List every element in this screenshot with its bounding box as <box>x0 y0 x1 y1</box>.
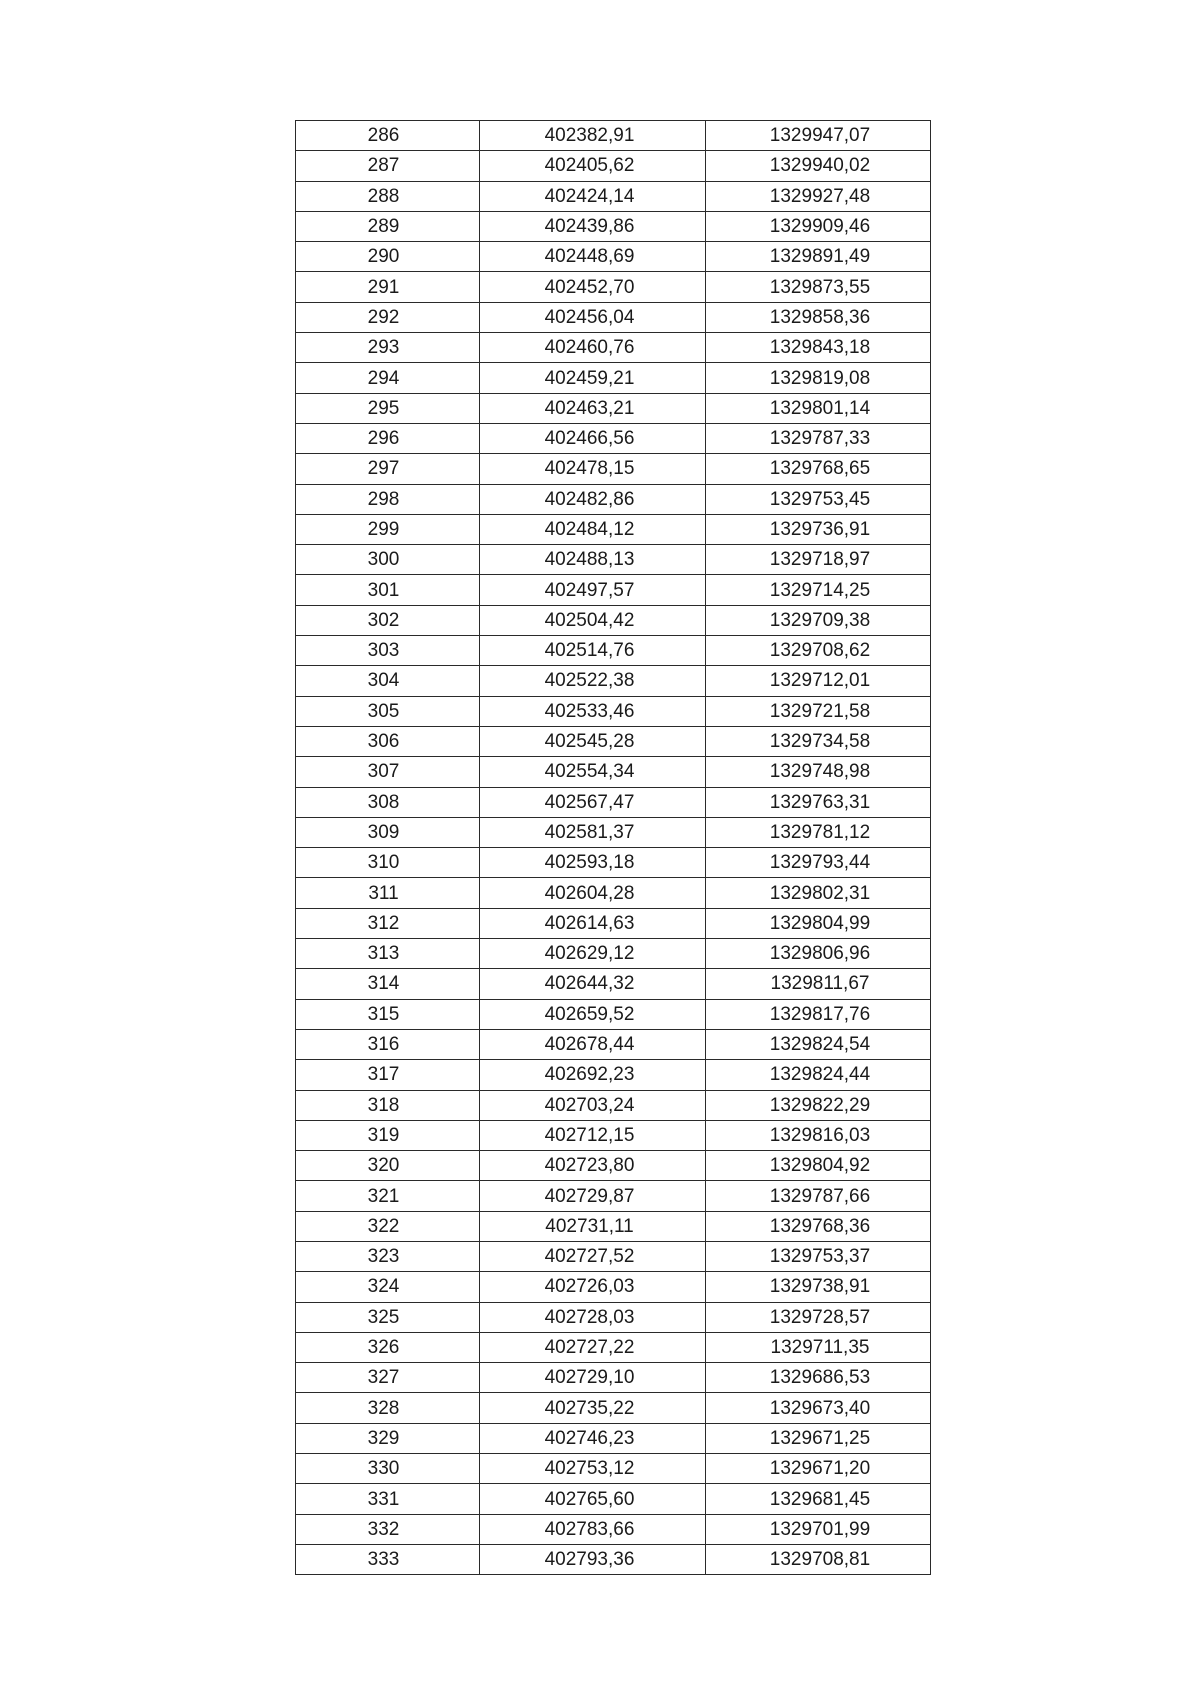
y-coordinate-cell: 1329686,53 <box>706 1363 931 1393</box>
point-number-cell: 308 <box>296 787 480 817</box>
point-number-cell: 316 <box>296 1029 480 1059</box>
x-coordinate-cell: 402644,32 <box>480 969 706 999</box>
x-coordinate-cell: 402727,22 <box>480 1332 706 1362</box>
point-number-cell: 307 <box>296 757 480 787</box>
point-number-cell: 289 <box>296 211 480 241</box>
point-number-cell: 323 <box>296 1241 480 1271</box>
x-coordinate-cell: 402604,28 <box>480 878 706 908</box>
x-coordinate-cell: 402659,52 <box>480 999 706 1029</box>
y-coordinate-cell: 1329671,25 <box>706 1423 931 1453</box>
table-row <box>296 908 931 938</box>
point-number-cell: 313 <box>296 939 480 969</box>
y-coordinate-cell: 1329824,54 <box>706 1029 931 1059</box>
point-number-cell: 296 <box>296 423 480 453</box>
table-row <box>296 423 931 453</box>
point-number-cell: 302 <box>296 605 480 635</box>
x-coordinate-cell: 402765,60 <box>480 1484 706 1514</box>
point-number-cell: 331 <box>296 1484 480 1514</box>
y-coordinate-cell: 1329718,97 <box>706 545 931 575</box>
table-row <box>296 1151 931 1181</box>
x-coordinate-cell: 402554,34 <box>480 757 706 787</box>
table-row <box>296 999 931 1029</box>
y-coordinate-cell: 1329802,31 <box>706 878 931 908</box>
point-number-cell: 310 <box>296 848 480 878</box>
point-number-cell: 297 <box>296 454 480 484</box>
table-row <box>296 363 931 393</box>
point-number-cell: 299 <box>296 514 480 544</box>
point-number-cell: 288 <box>296 181 480 211</box>
table-row <box>296 181 931 211</box>
x-coordinate-cell: 402567,47 <box>480 787 706 817</box>
point-number-cell: 315 <box>296 999 480 1029</box>
y-coordinate-cell: 1329671,20 <box>706 1454 931 1484</box>
y-coordinate-cell: 1329804,92 <box>706 1151 931 1181</box>
y-coordinate-cell: 1329781,12 <box>706 817 931 847</box>
y-coordinate-cell: 1329940,02 <box>706 151 931 181</box>
table-row <box>296 1514 931 1544</box>
table-row <box>296 757 931 787</box>
y-coordinate-cell: 1329822,29 <box>706 1090 931 1120</box>
y-coordinate-cell: 1329721,58 <box>706 696 931 726</box>
point-number-cell: 304 <box>296 666 480 696</box>
x-coordinate-cell: 402581,37 <box>480 817 706 847</box>
point-number-cell: 295 <box>296 393 480 423</box>
table-row <box>296 1544 931 1574</box>
point-number-cell: 314 <box>296 969 480 999</box>
point-number-cell: 306 <box>296 726 480 756</box>
point-number-cell: 286 <box>296 121 480 151</box>
y-coordinate-cell: 1329711,35 <box>706 1332 931 1362</box>
x-coordinate-cell: 402488,13 <box>480 545 706 575</box>
table-row <box>296 211 931 241</box>
x-coordinate-cell: 402614,63 <box>480 908 706 938</box>
point-number-cell: 324 <box>296 1272 480 1302</box>
point-number-cell: 329 <box>296 1423 480 1453</box>
y-coordinate-cell: 1329817,76 <box>706 999 931 1029</box>
point-number-cell: 311 <box>296 878 480 908</box>
point-number-cell: 312 <box>296 908 480 938</box>
table-row <box>296 272 931 302</box>
x-coordinate-cell: 402731,11 <box>480 1211 706 1241</box>
x-coordinate-cell: 402382,91 <box>480 121 706 151</box>
point-number-cell: 326 <box>296 1332 480 1362</box>
y-coordinate-cell: 1329709,38 <box>706 605 931 635</box>
table-row <box>296 151 931 181</box>
point-number-cell: 328 <box>296 1393 480 1423</box>
point-number-cell: 292 <box>296 302 480 332</box>
coordinates-table-body <box>296 121 931 1575</box>
x-coordinate-cell: 402478,15 <box>480 454 706 484</box>
x-coordinate-cell: 402456,04 <box>480 302 706 332</box>
table-row <box>296 726 931 756</box>
table-row <box>296 605 931 635</box>
table-row <box>296 1211 931 1241</box>
point-number-cell: 294 <box>296 363 480 393</box>
y-coordinate-cell: 1329708,81 <box>706 1544 931 1574</box>
x-coordinate-cell: 402726,03 <box>480 1272 706 1302</box>
y-coordinate-cell: 1329927,48 <box>706 181 931 211</box>
x-coordinate-cell: 402533,46 <box>480 696 706 726</box>
point-number-cell: 330 <box>296 1454 480 1484</box>
table-row <box>296 1181 931 1211</box>
y-coordinate-cell: 1329801,14 <box>706 393 931 423</box>
x-coordinate-cell: 402514,76 <box>480 636 706 666</box>
table-row <box>296 1241 931 1271</box>
table-row <box>296 484 931 514</box>
x-coordinate-cell: 402545,28 <box>480 726 706 756</box>
point-number-cell: 290 <box>296 242 480 272</box>
table-row <box>296 1302 931 1332</box>
y-coordinate-cell: 1329734,58 <box>706 726 931 756</box>
y-coordinate-cell: 1329787,33 <box>706 423 931 453</box>
table-row <box>296 1484 931 1514</box>
point-number-cell: 317 <box>296 1060 480 1090</box>
x-coordinate-cell: 402497,57 <box>480 575 706 605</box>
y-coordinate-cell: 1329787,66 <box>706 1181 931 1211</box>
y-coordinate-cell: 1329824,44 <box>706 1060 931 1090</box>
y-coordinate-cell: 1329753,45 <box>706 484 931 514</box>
x-coordinate-cell: 402735,22 <box>480 1393 706 1423</box>
x-coordinate-cell: 402424,14 <box>480 181 706 211</box>
table-row <box>296 302 931 332</box>
x-coordinate-cell: 402753,12 <box>480 1454 706 1484</box>
table-row <box>296 848 931 878</box>
table-row <box>296 696 931 726</box>
table-row <box>296 454 931 484</box>
coordinates-table <box>295 120 931 1575</box>
table-row <box>296 1363 931 1393</box>
y-coordinate-cell: 1329947,07 <box>706 121 931 151</box>
y-coordinate-cell: 1329816,03 <box>706 1120 931 1150</box>
x-coordinate-cell: 402504,42 <box>480 605 706 635</box>
y-coordinate-cell: 1329763,31 <box>706 787 931 817</box>
table-row <box>296 1423 931 1453</box>
point-number-cell: 325 <box>296 1302 480 1332</box>
x-coordinate-cell: 402746,23 <box>480 1423 706 1453</box>
point-number-cell: 309 <box>296 817 480 847</box>
table-row <box>296 393 931 423</box>
y-coordinate-cell: 1329728,57 <box>706 1302 931 1332</box>
x-coordinate-cell: 402678,44 <box>480 1029 706 1059</box>
y-coordinate-cell: 1329768,65 <box>706 454 931 484</box>
x-coordinate-cell: 402629,12 <box>480 939 706 969</box>
y-coordinate-cell: 1329858,36 <box>706 302 931 332</box>
point-number-cell: 305 <box>296 696 480 726</box>
y-coordinate-cell: 1329804,99 <box>706 908 931 938</box>
x-coordinate-cell: 402405,62 <box>480 151 706 181</box>
point-number-cell: 333 <box>296 1544 480 1574</box>
table-row <box>296 1120 931 1150</box>
x-coordinate-cell: 402783,66 <box>480 1514 706 1544</box>
y-coordinate-cell: 1329811,67 <box>706 969 931 999</box>
table-row <box>296 817 931 847</box>
y-coordinate-cell: 1329819,08 <box>706 363 931 393</box>
table-row <box>296 545 931 575</box>
table-row <box>296 1029 931 1059</box>
x-coordinate-cell: 402439,86 <box>480 211 706 241</box>
point-number-cell: 287 <box>296 151 480 181</box>
x-coordinate-cell: 402452,70 <box>480 272 706 302</box>
point-number-cell: 320 <box>296 1151 480 1181</box>
x-coordinate-cell: 402593,18 <box>480 848 706 878</box>
y-coordinate-cell: 1329714,25 <box>706 575 931 605</box>
x-coordinate-cell: 402482,86 <box>480 484 706 514</box>
table-row <box>296 333 931 363</box>
y-coordinate-cell: 1329768,36 <box>706 1211 931 1241</box>
x-coordinate-cell: 402460,76 <box>480 333 706 363</box>
y-coordinate-cell: 1329708,62 <box>706 636 931 666</box>
y-coordinate-cell: 1329701,99 <box>706 1514 931 1544</box>
x-coordinate-cell: 402723,80 <box>480 1151 706 1181</box>
table-row <box>296 1332 931 1362</box>
table-row <box>296 787 931 817</box>
x-coordinate-cell: 402703,24 <box>480 1090 706 1120</box>
y-coordinate-cell: 1329736,91 <box>706 514 931 544</box>
table-row <box>296 514 931 544</box>
point-number-cell: 321 <box>296 1181 480 1211</box>
table-row <box>296 1090 931 1120</box>
table-row <box>296 575 931 605</box>
y-coordinate-cell: 1329673,40 <box>706 1393 931 1423</box>
point-number-cell: 291 <box>296 272 480 302</box>
point-number-cell: 327 <box>296 1363 480 1393</box>
y-coordinate-cell: 1329753,37 <box>706 1241 931 1271</box>
y-coordinate-cell: 1329793,44 <box>706 848 931 878</box>
y-coordinate-cell: 1329806,96 <box>706 939 931 969</box>
x-coordinate-cell: 402692,23 <box>480 1060 706 1090</box>
x-coordinate-cell: 402484,12 <box>480 514 706 544</box>
x-coordinate-cell: 402729,10 <box>480 1363 706 1393</box>
x-coordinate-cell: 402712,15 <box>480 1120 706 1150</box>
point-number-cell: 303 <box>296 636 480 666</box>
point-number-cell: 298 <box>296 484 480 514</box>
point-number-cell: 322 <box>296 1211 480 1241</box>
point-number-cell: 293 <box>296 333 480 363</box>
x-coordinate-cell: 402728,03 <box>480 1302 706 1332</box>
point-number-cell: 318 <box>296 1090 480 1120</box>
y-coordinate-cell: 1329738,91 <box>706 1272 931 1302</box>
table-row <box>296 636 931 666</box>
table-row <box>296 939 931 969</box>
y-coordinate-cell: 1329909,46 <box>706 211 931 241</box>
y-coordinate-cell: 1329712,01 <box>706 666 931 696</box>
table-row <box>296 878 931 908</box>
table-row <box>296 1393 931 1423</box>
point-number-cell: 301 <box>296 575 480 605</box>
x-coordinate-cell: 402727,52 <box>480 1241 706 1271</box>
x-coordinate-cell: 402448,69 <box>480 242 706 272</box>
table-row <box>296 1272 931 1302</box>
table-row <box>296 1454 931 1484</box>
y-coordinate-cell: 1329843,18 <box>706 333 931 363</box>
x-coordinate-cell: 402466,56 <box>480 423 706 453</box>
x-coordinate-cell: 402522,38 <box>480 666 706 696</box>
x-coordinate-cell: 402793,36 <box>480 1544 706 1574</box>
y-coordinate-cell: 1329873,55 <box>706 272 931 302</box>
x-coordinate-cell: 402463,21 <box>480 393 706 423</box>
table-row <box>296 242 931 272</box>
x-coordinate-cell: 402459,21 <box>480 363 706 393</box>
y-coordinate-cell: 1329891,49 <box>706 242 931 272</box>
point-number-cell: 319 <box>296 1120 480 1150</box>
y-coordinate-cell: 1329748,98 <box>706 757 931 787</box>
table-row <box>296 1060 931 1090</box>
table-row <box>296 666 931 696</box>
point-number-cell: 300 <box>296 545 480 575</box>
point-number-cell: 332 <box>296 1514 480 1544</box>
y-coordinate-cell: 1329681,45 <box>706 1484 931 1514</box>
table-row <box>296 121 931 151</box>
table-row <box>296 969 931 999</box>
x-coordinate-cell: 402729,87 <box>480 1181 706 1211</box>
